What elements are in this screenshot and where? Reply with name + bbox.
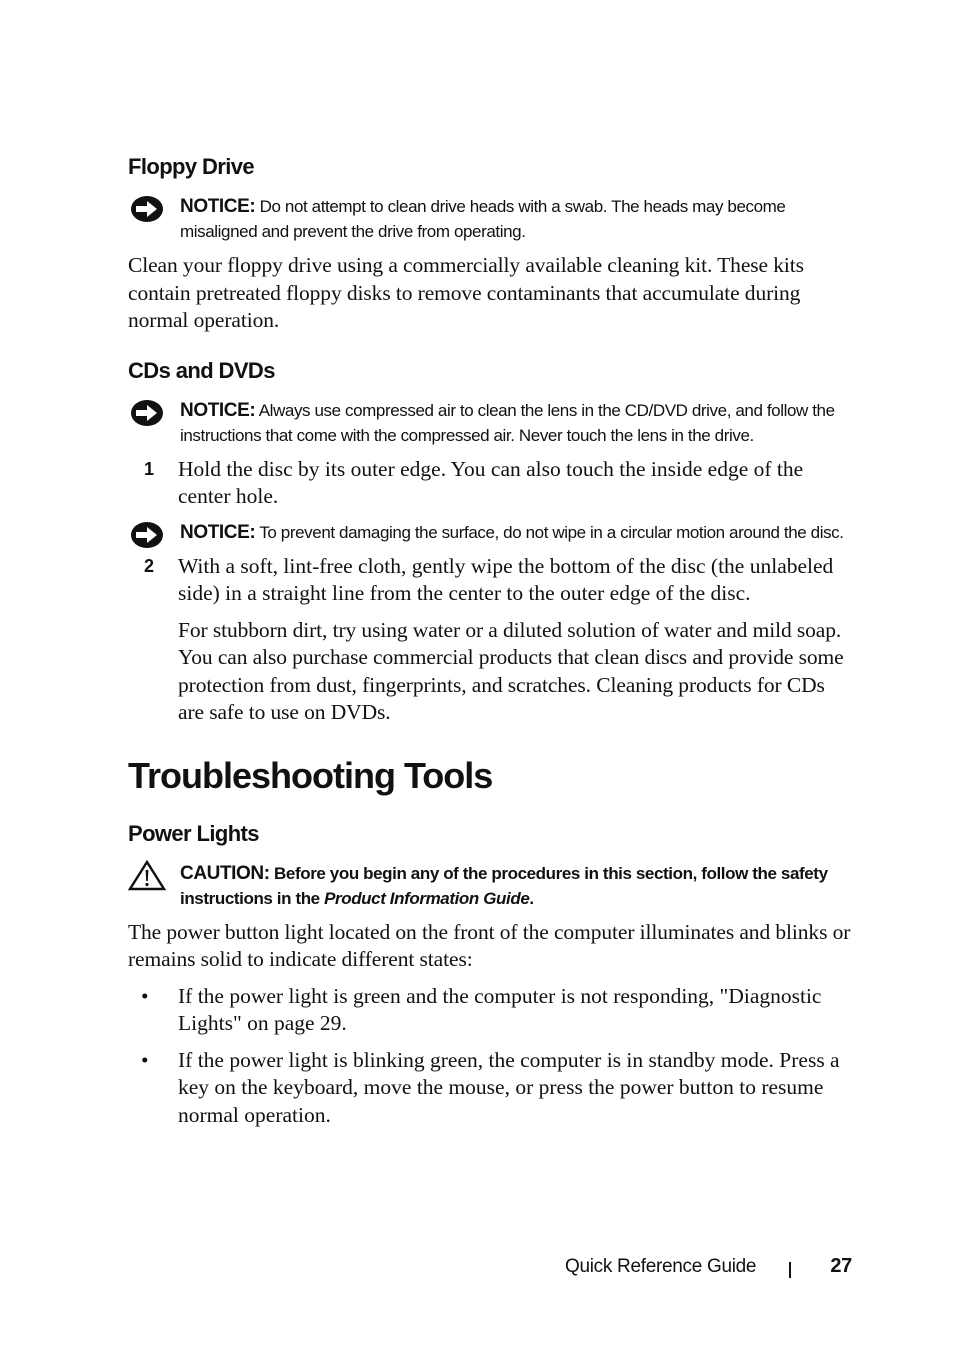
caution-guide-title: Product Information Guide [324, 888, 530, 908]
cds-notice-2 [128, 520, 854, 545]
notice-text: Always use compressed air to clean the lens in the CD/DVD drive, and follow the instructions that come with the compressed air. Never touch the lens in the drive. [180, 400, 835, 445]
notice-label: NOTICE: [180, 399, 256, 421]
footer-separator [789, 1262, 791, 1278]
list-item [128, 1047, 854, 1130]
floppy-notice [128, 194, 854, 244]
bullet-text: If the power light is blinking green, the computer is in standby mode. Press a key on the keyboard, move the mouse, or press the power button to resume normal operation. [178, 1047, 840, 1127]
notice-label: NOTICE: [180, 196, 256, 217]
step-2 [128, 553, 854, 608]
list-item [128, 983, 854, 1038]
notice-icon [130, 521, 164, 549]
page-number: 27 [830, 1255, 852, 1277]
step-1 [128, 456, 854, 511]
notice-label: NOTICE: [180, 521, 256, 543]
footer-title: Quick Reference Guide [565, 1256, 757, 1277]
power-body: The power button light located on the front of the computer illuminates and blinks or remains solid to indicate different states: [128, 919, 851, 971]
bullet-dot: • [141, 1047, 149, 1072]
bullet-dot: • [141, 983, 149, 1008]
step-text: Hold the disc by its outer edge. You can also touch the inside edge of the center hole. [178, 456, 804, 508]
step-number: 2 [144, 555, 155, 576]
notice-text: To prevent damaging the surface, do not wipe in a circular motion around the disc. [255, 522, 844, 542]
caution-end: . [529, 888, 534, 908]
caution-text: Before you begin any of the procedures in this section, follow the safety instructions in the [180, 863, 828, 908]
page-footer [565, 1252, 854, 1282]
step-number: 1 [144, 458, 155, 479]
cds-dvds-heading: CDs and DVDs [128, 357, 275, 383]
step-2-extra: For stubborn dirt, try using water or a diluted solution of water and mild soap. You can also purchase commercial products that clean discs and provide some protection from dust, fingerprints, and scratches. Cleaning products for CDs are safe to use on DVDs. [178, 617, 844, 724]
floppy-body: Clean your floppy drive using a commercially available cleaning kit. These kits contain pretreated floppy disks to remove contaminants that accumulate during normal operation. [128, 253, 804, 332]
floppy-drive-heading: Floppy Drive [128, 154, 255, 179]
power-lights-heading: Power Lights [128, 820, 259, 846]
caution-icon [128, 859, 166, 891]
troubleshooting-heading: Troubleshooting Tools [128, 754, 493, 796]
bullet-text: If the power light is green and the computer is not responding, "Diagnostic Lights" on page 29. [178, 983, 822, 1035]
step-text: With a soft, lint-free cloth, gently wipe the bottom of the disc (the unlabeled side) in a straight line from the center to the outer edge of the disc. [178, 553, 834, 605]
page-content [128, 150, 854, 1138]
caution-label: CAUTION: [180, 862, 270, 884]
notice-icon [130, 195, 164, 223]
cds-notice-1 [128, 398, 854, 448]
power-caution [128, 861, 854, 911]
notice-icon [130, 399, 164, 427]
notice-text: Do not attempt to clean drive heads with a swab. The heads may become misaligned and prevent the drive from operating. [180, 197, 786, 241]
